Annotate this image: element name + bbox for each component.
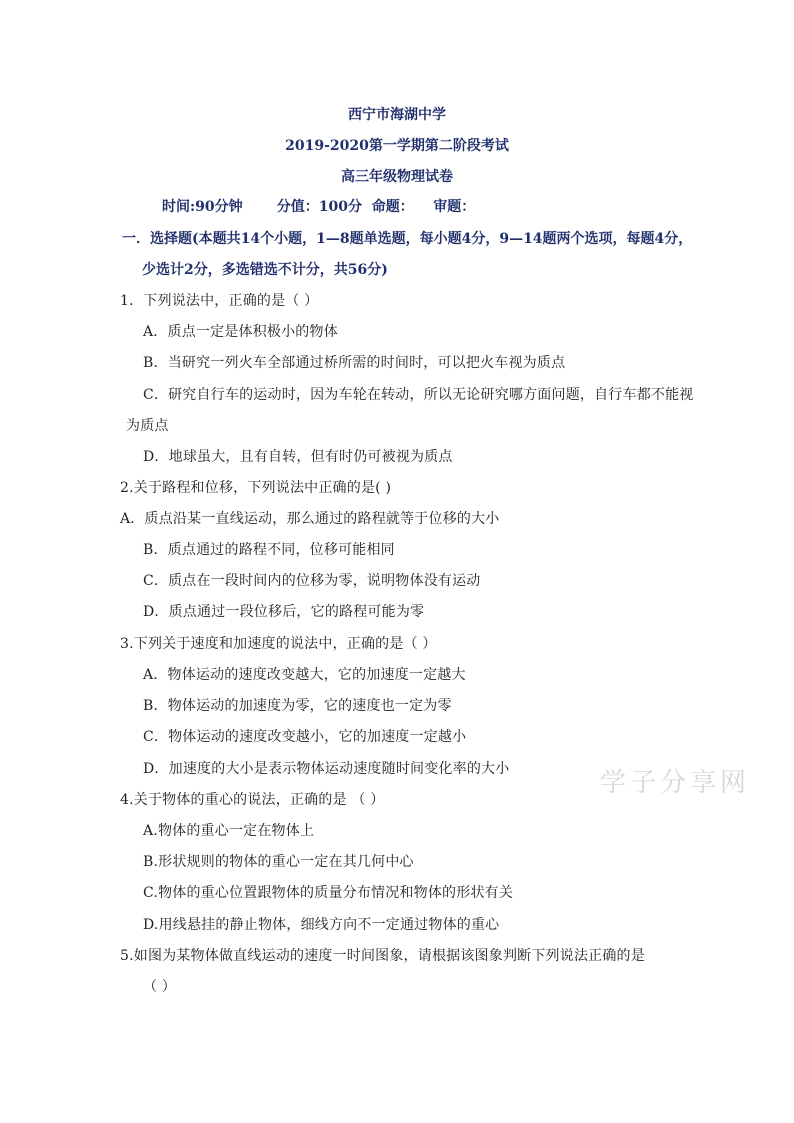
question-2-option-c: C．质点在一段时间内的位移为零，说明物体没有运动	[143, 573, 481, 589]
paper-title: 高三年级物理试卷	[341, 169, 453, 185]
question-3-stem: 3.下列关于速度和加速度的说法中，正确的是（ ）	[120, 636, 437, 652]
question-4-stem: 4.关于物体的重心的说法，正确的是 （ ）	[120, 792, 385, 808]
question-3-option-a: A．物体运动的速度改变越大，它的加速度一定越大	[143, 667, 466, 683]
watermark: 学子分享网	[600, 768, 751, 798]
question-2-option-a: A．质点沿某一直线运动，那么通过的路程就等于位移的大小	[120, 511, 500, 527]
question-1-option-a: A．质点一定是体积极小的物体	[143, 324, 338, 340]
question-2-option-b: B．质点通过的路程不同，位移可能相同	[143, 542, 395, 558]
question-5-stem: 5.如图为某物体做直线运动的速度一时间图象，请根据该图象判断下列说法正确的是	[120, 948, 645, 964]
term-title: 2019-2020第一学期第二阶段考试	[285, 138, 509, 154]
question-1-option-c-cont: 为质点	[126, 418, 169, 434]
question-3-option-d: D．加速度的大小是表示物体运动速度随时间变化率的大小	[143, 761, 510, 777]
section-heading: 一．选择题(本题共14个小题，1—8题单选题，每小题4分，9—14题两个选项，每题4分，	[122, 231, 693, 247]
question-1-option-d: D．地球虽大，且有自转，但有时仍可被视为质点	[143, 449, 453, 465]
question-1-option-c: C．研究自行车的运动时，因为车轮在转动，所以无论研究哪方面问题，自行车都不能视	[143, 387, 694, 403]
question-3-option-c: C．物体运动的速度改变越小，它的加速度一定越小	[143, 729, 467, 745]
question-5-answer-bracket: （ ）	[143, 979, 177, 995]
school-name: 西宁市海湖中学	[348, 107, 446, 123]
question-1-option-b: B．当研究一列火车全部通过桥所需的时间时，可以把火车视为质点	[143, 355, 566, 371]
question-2-option-d: D．质点通过一段位移后，它的路程可能为零	[143, 604, 425, 620]
question-2-stem: 2.关于路程和位移，下列说法中正确的是( )	[120, 480, 392, 496]
section-heading-cont: 少选计2分，多选错选不计分，共56分)	[142, 262, 388, 278]
question-4-option-a: A.物体的重心一定在物体上	[143, 823, 315, 839]
question-1-stem: 1．下列说法中，正确的是（ ）	[120, 293, 319, 309]
question-3-option-b: B．物体运动的加速度为零，它的速度也一定为零	[143, 698, 452, 714]
question-4-option-c: C.物体的重心位置跟物体的质量分布情况和物体的形状有关	[143, 885, 514, 901]
question-4-option-b: B.形状规则的物体的重心一定在其几何中心	[143, 854, 414, 870]
exam-info: 时间:90分钟 分值：100分 命题： 审题：	[162, 199, 476, 215]
question-4-option-d: D.用线悬挂的静止物体，细线方向不一定通过物体的重心	[143, 917, 500, 933]
